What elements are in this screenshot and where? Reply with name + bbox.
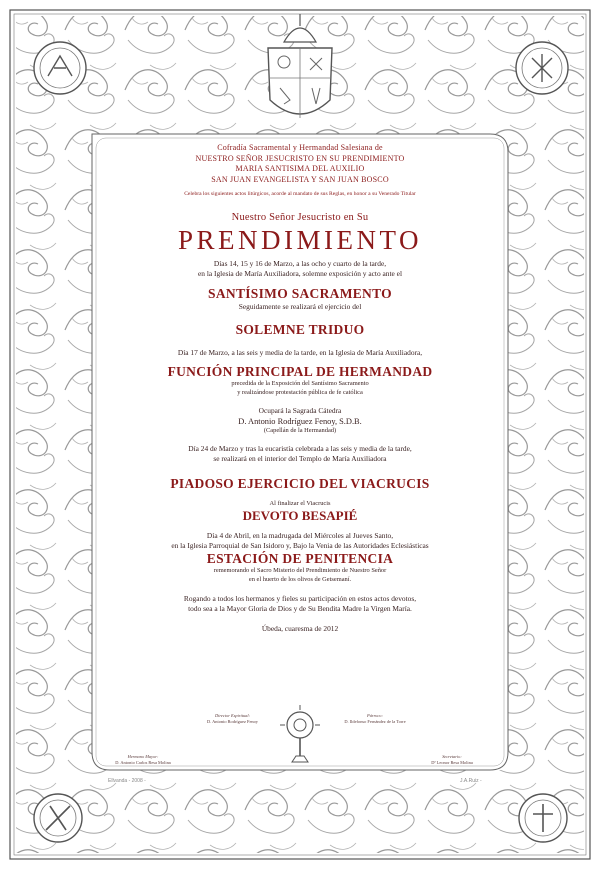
intro-text: Celebra los siguientes actos litúrgicos, acorde al mandato de sus Reglas, en honor a su Venerado Titular [184, 191, 416, 197]
funcion-heading: FUNCIÓN PRINCIPAL DE HERMANDAD [167, 364, 433, 379]
artist-signature-right: J.A.Ruiz - [460, 778, 482, 784]
viacrucis-line-2: se realizará en el interior del Templo de María Auxiliadora [213, 453, 387, 463]
artist-signature-left: Ellvanda - 2008 - [108, 778, 146, 784]
exposicion-after: Seguidamente se realizará el ejercicio del [238, 302, 362, 311]
signature-hermano-mayor [98, 754, 188, 766]
closing-line-2: todo sea a la Mayor Gloria de Dios y de Su Bendita Madre la Virgen María. [188, 604, 412, 613]
signature-hermano-name: D. Antonio Carlos Resa Molina [115, 760, 171, 765]
signature-director [185, 713, 280, 725]
corner-medallion-bottom-left [34, 794, 82, 842]
poster-content [95, 143, 505, 634]
besapie-label: Al finalizar el Viacrucis [269, 499, 331, 507]
estacion-detail-1: rememorando el Sacro Misterio del Prendimiento de Nuestro Señor [213, 567, 387, 574]
header-line-3: MARIA SANTISIMA DEL AUXILIO [235, 164, 365, 173]
title-subtitle: Nuestro Señor Jesucristo en Su [231, 212, 369, 223]
exposicion-line-1: Días 14, 15 y 16 de Marzo, a las ocho y cuarto de la tarde, [213, 259, 387, 268]
funcion-detail-2: y realizándose protestación pública de fe católica [237, 388, 363, 396]
viacrucis-line-1: Día 24 de Marzo y tras la eucaristía celebrada a las seis y media de la tarde, [188, 443, 412, 453]
signature-secretario-role: Secretario: [442, 754, 462, 759]
header-line-1: Cofradía Sacramental y Hermandad Salesiana de [217, 143, 383, 152]
signature-director-role: Director Espiritual: [214, 713, 251, 718]
closing-line-1: Rogando a todos los hermanos y fieles su participación en estos actos devotos, [183, 594, 417, 603]
exposicion-line-2: en la Iglesia de María Auxiliadora, solemne exposición y acto ante el [198, 269, 402, 278]
signature-parroco-role: Párroco: [367, 713, 383, 718]
triduo-heading: SOLEMNE TRIDUO [235, 322, 365, 337]
page-title: PRENDIMIENTO [178, 225, 422, 255]
signature-parroco-name: D. Ildefonso Fernández de la Torre [344, 719, 406, 724]
viacrucis-heading: PIADOSO EJERCICIO DEL VIACRUCIS [170, 475, 430, 491]
besapie-heading: DEVOTO BESAPIÉ [242, 508, 358, 523]
exposicion-text [95, 259, 505, 279]
header-line-4: SAN JUAN EVANGELISTA Y SAN JUAN BOSCO [211, 174, 389, 184]
estacion-detail-2: en el huerto de los olivos de Getsemaní. [248, 575, 352, 583]
catedra-name: D. Antonio Rodríguez Fenoy, S.D.B. [238, 417, 362, 426]
signature-parroco [320, 713, 430, 725]
corner-medallion-top-right [516, 42, 568, 94]
funcion-detail-1: precedida de la Exposición del Santísimo Sacramento [231, 380, 369, 387]
place-date: Úbeda, cuaresma de 2012 [261, 624, 339, 633]
catedra-label: Ocupará la Sagrada Cátedra [258, 406, 342, 415]
signature-hermano-role: Hermano Mayor: [127, 754, 159, 759]
closing-text [95, 594, 505, 614]
sacramento-heading: SANTÍSIMO SACRAMENTO [208, 286, 392, 301]
funcion-detail [95, 380, 505, 397]
header-line-2: NUESTRO SEÑOR JESUCRISTO EN SU PRENDIMIENTO [195, 153, 405, 163]
brotherhood-header [95, 143, 505, 185]
estacion-line-1: Día 4 de Abril, en la madrugada del Miércoles al Jueves Santo, [206, 531, 394, 540]
estacion-text [95, 531, 505, 551]
estacion-heading: ESTACIÓN DE PENITENCIA [206, 551, 394, 566]
estacion-line-2: en la Iglesia Parroquial de San Isidoro y, Bajo la Venia de las Autoridades Eclesiásticas [171, 541, 429, 550]
catedra-role: (Capellán de la Hermandad) [263, 427, 337, 434]
viacrucis-text [95, 444, 505, 464]
signature-director-name: D. Antonio Rodríguez Fenoy [207, 719, 258, 724]
corner-medallion-top-left [34, 42, 86, 94]
estacion-detail [95, 567, 505, 584]
signature-secretario [412, 754, 492, 766]
signature-secretario-name: Dª Leonor Resa Molina [431, 760, 473, 765]
corner-medallion-bottom-right [519, 794, 567, 842]
funcion-text: Día 17 de Marzo, a las seis y media de la tarde, en la Iglesia de María Auxiliadora, [177, 348, 423, 357]
